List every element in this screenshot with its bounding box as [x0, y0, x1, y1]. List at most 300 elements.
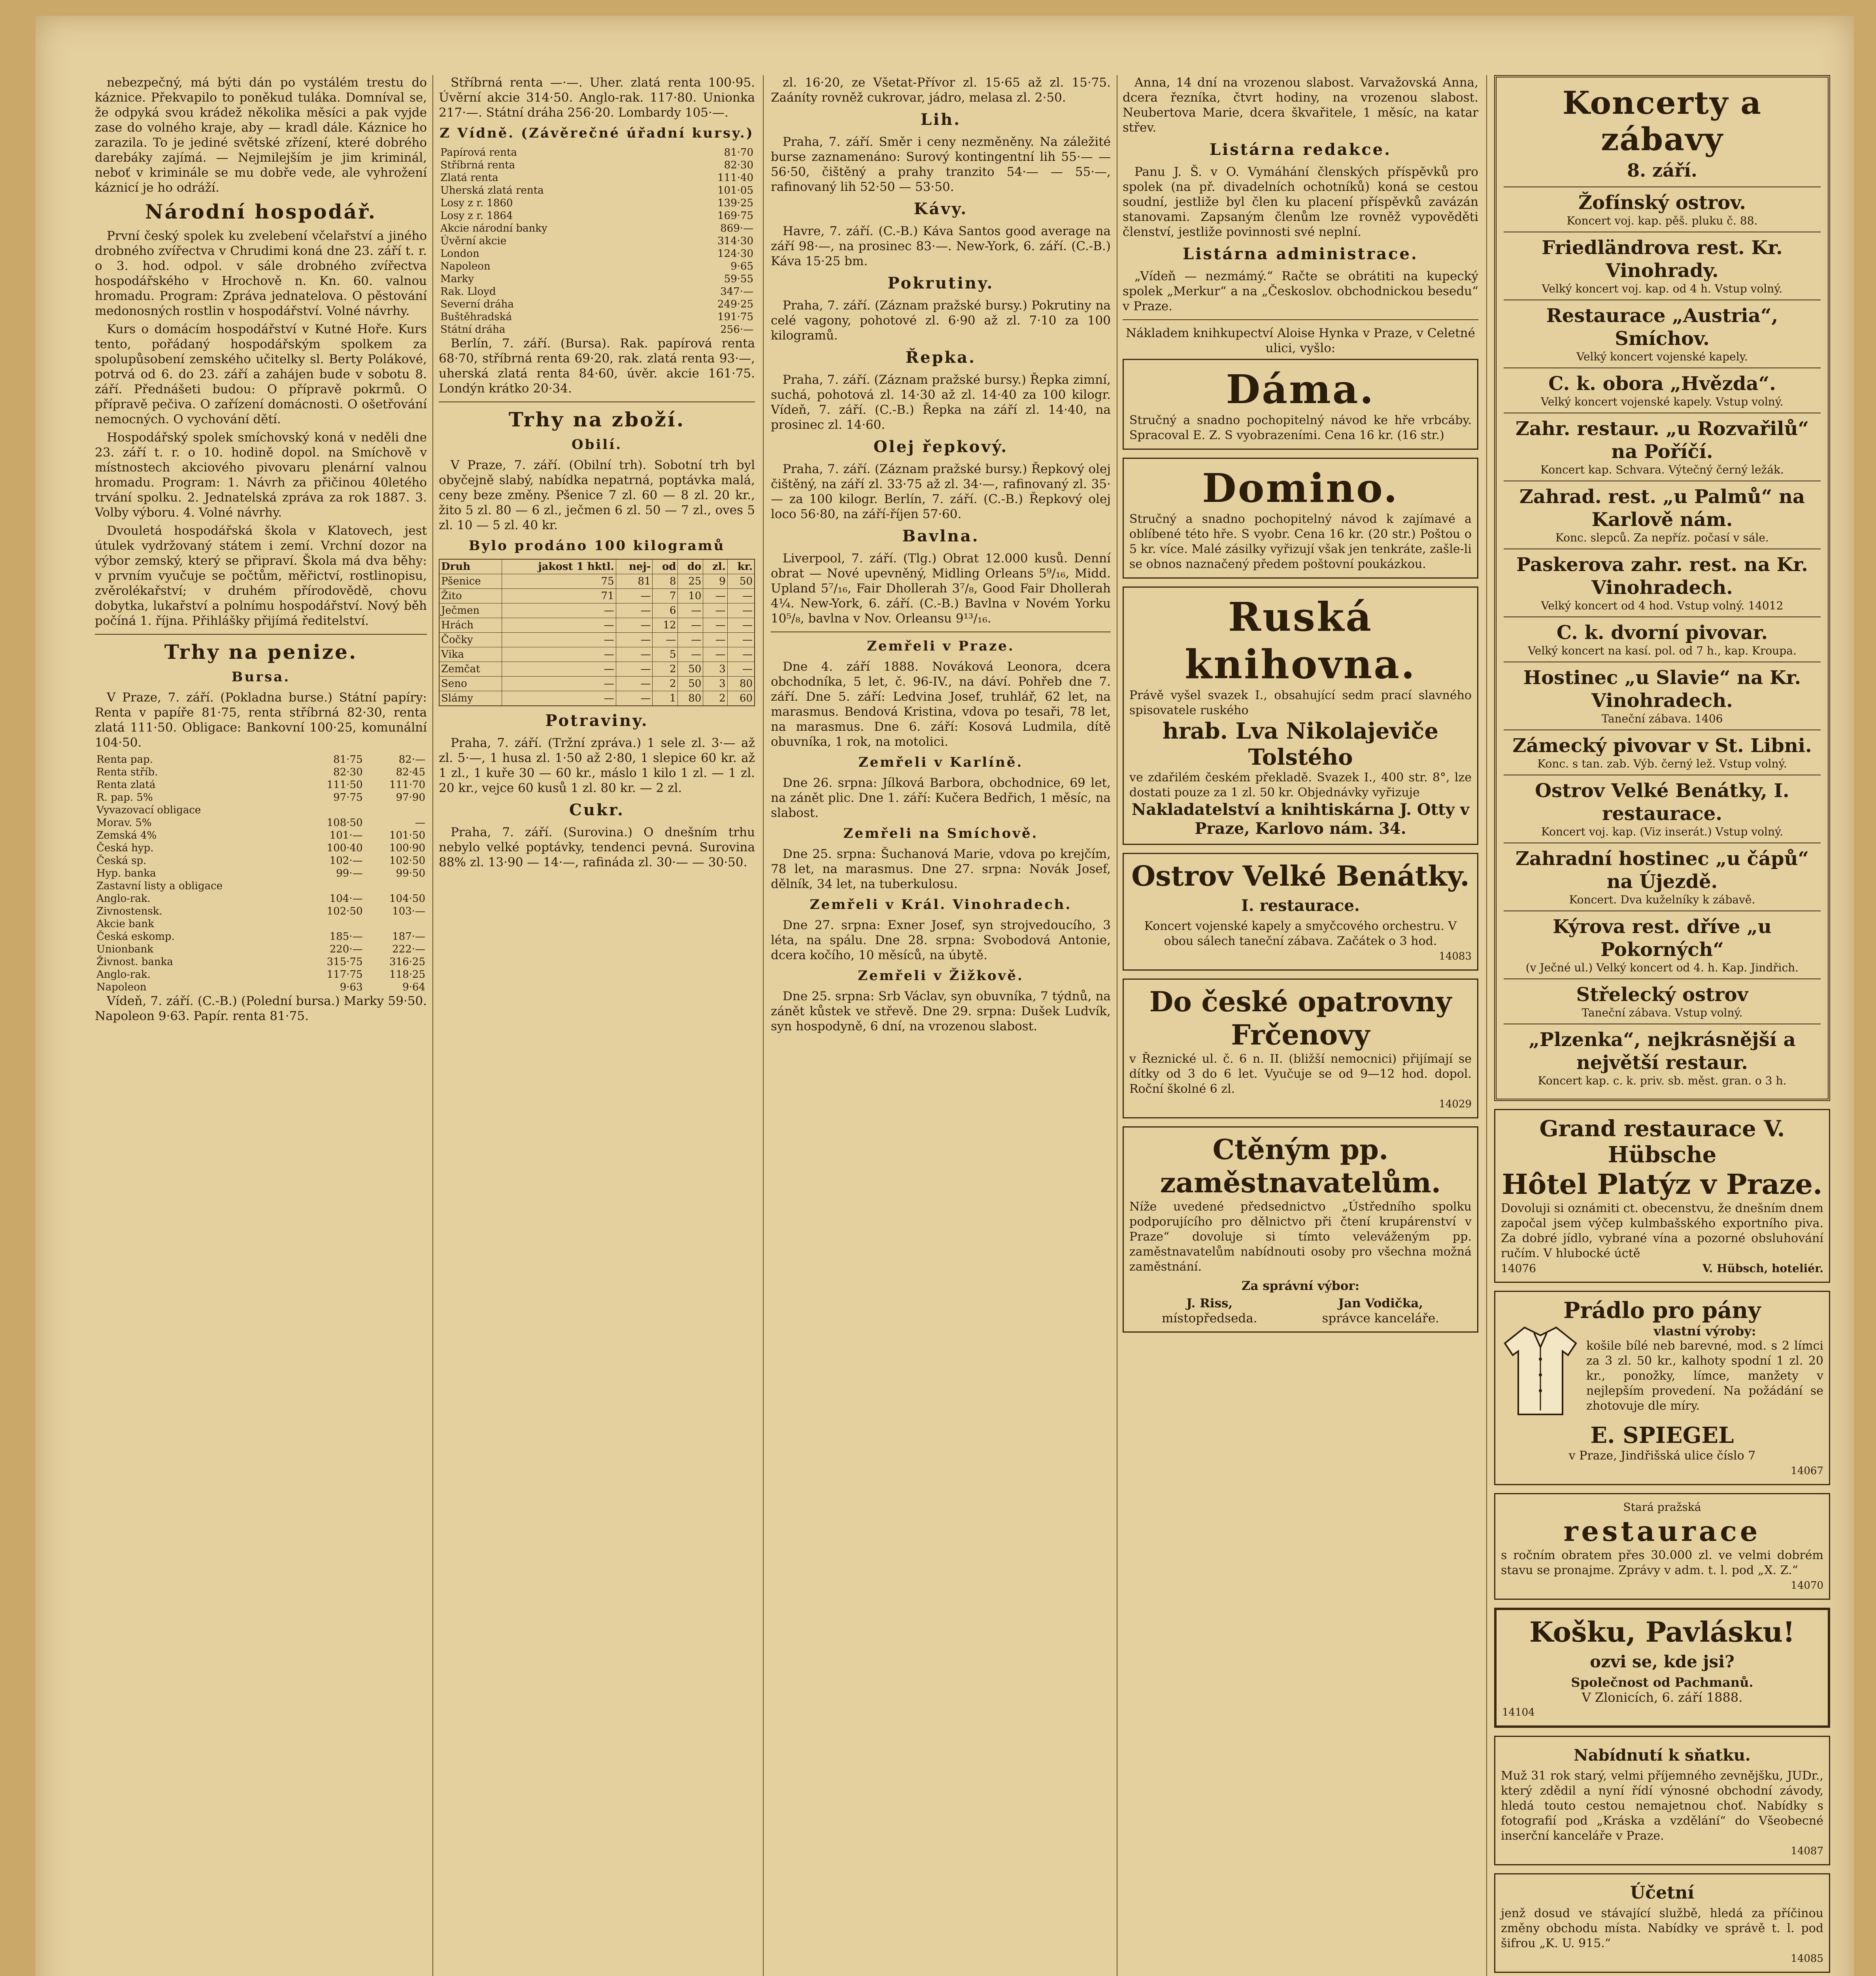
quote-cell: 81·75 — [333, 754, 363, 766]
grain-cell: 8 — [653, 574, 678, 589]
quote-cell: 99·50 — [396, 867, 425, 879]
venue-item — [1504, 617, 1821, 662]
ad-number: 14083 — [1439, 950, 1472, 962]
quote-cell: Renta pap. — [96, 754, 153, 766]
grain-row — [439, 633, 755, 647]
grain-cell: — — [502, 618, 616, 633]
quote-cell: 111·70 — [389, 779, 425, 791]
quote-row — [95, 956, 427, 968]
ad-date: 8. září. — [1627, 160, 1697, 181]
venue-line: (v Ječné ul.) Velký koncert od 4. h. Kap. Jindřich. — [1525, 961, 1799, 974]
quote-cell: Rak. Lloyd — [440, 286, 496, 298]
signature-name: Jan Vodička, — [1338, 1296, 1423, 1310]
ad-firm: E. SPIEGEL — [1590, 1422, 1734, 1448]
ad-sign: V. Hübsch, hoteliér. — [1702, 1262, 1823, 1275]
shirt-icon — [1501, 1324, 1580, 1418]
grain-cell: 2 — [653, 677, 678, 691]
quote-cell: 103·— — [392, 905, 425, 917]
quote-row — [95, 905, 427, 918]
grain-cell: — — [703, 647, 727, 662]
ad-title: Ruská knihovna. — [1185, 594, 1416, 688]
venue-item — [1504, 232, 1821, 300]
grain-cell: — — [678, 603, 703, 618]
grain-cell: Slámy — [439, 691, 502, 706]
ad-title: Ostrov Velké Benátky. — [1131, 860, 1470, 892]
grain-cell: — — [727, 618, 755, 633]
ad-zamestnavatele — [1123, 1126, 1478, 1333]
venue-line: Konc. slepců. Za nepříz. počasí v sále. — [1555, 531, 1769, 544]
venue-item — [1504, 911, 1821, 979]
article-text: Praha, 7. září. (Surovina.) O dnešním trhu nebylo velké poptávky, tendenci pevná. Surovina 88% zl. 13·90 — 14·—, rafináda zl. 30·— — 30·50. — [439, 825, 755, 869]
grain-cell: — — [502, 677, 616, 691]
quote-cell: Úvěrní akcie — [440, 235, 507, 247]
ad-title: Do české opatrovny Frčenovy — [1149, 985, 1452, 1051]
grain-cell: — — [502, 662, 616, 677]
ad-hubsche — [1494, 1109, 1830, 1283]
section-heading: Zemřeli na Smíchově. — [843, 826, 1038, 841]
quote-cell: 100·40 — [327, 842, 363, 854]
ad-koncerty — [1494, 75, 1830, 1101]
grain-cell: 3 — [703, 662, 727, 677]
ad-footer — [1501, 1261, 1823, 1276]
signature-name: J. Riss, — [1186, 1296, 1233, 1310]
quote-cell: Anglo-rak. — [96, 893, 151, 905]
grain-cell: 6 — [653, 603, 678, 618]
quote-row — [95, 829, 427, 842]
quote-cell: Renta stříb. — [96, 766, 158, 778]
venue-line: Koncert voj. kap. (Viz inserát.) Vstup volný. — [1541, 825, 1783, 838]
ad-title: Koncerty a zábavy — [1562, 84, 1762, 158]
quote-cell: 316·25 — [389, 956, 425, 968]
venue-name: Restaurace „Austria“, Smíchov. — [1546, 305, 1778, 350]
quote-cell: Stříbrná renta — [440, 159, 515, 171]
section-heading: Národní hospodář. — [145, 200, 377, 223]
quote-row — [95, 842, 427, 854]
signature-1 — [1162, 1296, 1257, 1326]
quote-row — [95, 880, 427, 892]
quote-cell: Papírová renta — [440, 147, 517, 158]
grain-cell: 3 — [703, 677, 727, 691]
grain-cell: — — [727, 647, 755, 662]
venue-name: Zahrad. rest. „u Palmů“ na Karlově nám. — [1519, 486, 1805, 531]
quote-cell: Losy z r. 1864 — [440, 210, 513, 222]
grain-cell: — — [727, 603, 755, 618]
quote-cell: 104·— — [329, 893, 363, 905]
article-text: nebezpečný, má býti dán po vystálém trestu do káznice. Překvapilo to poněkud tuláka. Domníval se, že odpyká svou krádež několika měsíci a pak vyjde zase do volného kraje, aby — kradl dále. Káznice ho zarazila. To je jediné světské zřízení, které dobrého darebáky zajímá. — Nejmilejším je jim kriminál, neboť v kriminále se mu dobře vede, ale vyhrožení káznicí je ho odráží. — [95, 75, 427, 195]
venue-name: Friedländrova rest. Kr. Vinohrady. — [1542, 237, 1783, 282]
section-heading: Lih. — [920, 110, 961, 129]
ad-subtitle: vlastní výroby: — [1653, 1324, 1756, 1339]
article-text: Panu J. Š. v O. Vymáhání členských příspěvků pro spolek (na př. divadelních ochotníků) koná se cestou soudní, jestliže byl člen ku placení příspěvků zavázán stanovami. Zapsaným členům lze rovněž vypověděti členství, jestliže povinnosti své neplní. — [1123, 165, 1478, 239]
grain-cell: Hrách — [439, 618, 502, 633]
column-4 — [1123, 75, 1478, 1976]
column-3 — [771, 75, 1111, 1976]
grain-cell: Ječmen — [439, 603, 502, 618]
venue-item — [1504, 843, 1821, 911]
grain-row — [439, 574, 755, 589]
quote-cell: 101·— — [329, 830, 363, 841]
grain-cell: 12 — [653, 618, 678, 633]
quote-cell: 314·30 — [717, 235, 753, 247]
grain-row — [439, 662, 755, 677]
quote-cell: Unionbank — [96, 943, 154, 955]
quote-cell: 81·70 — [724, 147, 753, 158]
venue-name: Hostinec „u Slavie“ na Kr. Vinohradech. — [1523, 667, 1801, 712]
section-heading: Trhy na penize. — [164, 640, 358, 664]
ad-title: Prádlo pro pány — [1563, 1297, 1761, 1324]
grain-cell: 7 — [653, 589, 678, 603]
venue-name: Ostrov Velké Benátky, I. restaurace. — [1535, 780, 1789, 825]
ad-author: hrab. Lva Nikolajeviče Tolstého — [1163, 718, 1438, 770]
venue-name: Zahradní hostinec „u čápů“ na Újezdě. — [1515, 848, 1809, 893]
quote-cell: 347·— — [720, 286, 753, 298]
column-1 — [95, 75, 427, 1976]
ad-text: s ročním obratem přes 30.000 zl. ve velmi dobrém stavu se pronajme. Zprávy v adm. t. l. pod „X. Z.“ — [1501, 1548, 1823, 1577]
section-heading: Listárna redakce. — [1209, 140, 1392, 159]
ad-text: Stručný a snadno pochopitelný návod ke hře vrbcáby. Spracoval E. Z. S vyobrazeními. Cena 16 kr. (16 str.) — [1129, 413, 1472, 442]
ad-publisher-line: Nákladem knihkupectví Aloise Hynka v Praze, v Celetné ulici, vyšlo: — [1126, 326, 1475, 355]
quote-cell: 100·90 — [389, 842, 425, 854]
grain-table — [439, 559, 755, 706]
column-rule — [432, 75, 433, 1976]
grain-row — [439, 603, 755, 618]
quote-row — [95, 766, 427, 779]
section-heading: Řepka. — [905, 348, 976, 367]
grain-cell: — — [678, 618, 703, 633]
quote-cell: Marky — [440, 273, 474, 285]
venue-name: C. k. obora „Hvězda“. — [1548, 373, 1776, 395]
grain-header-cell: od — [653, 559, 678, 574]
venue-name: Žofínský ostrov. — [1578, 192, 1746, 214]
section-heading: Trhy na zboží. — [508, 408, 685, 431]
grain-row — [439, 647, 755, 662]
grain-cell: 80 — [727, 677, 755, 691]
venue-item — [1504, 481, 1821, 549]
quote-cell: Česká hyp. — [96, 842, 154, 854]
quote-row — [95, 816, 427, 829]
ad-title: Grand restaurace V. Hübsche — [1539, 1116, 1785, 1168]
quote-row — [439, 159, 755, 172]
quote-row — [95, 854, 427, 867]
quote-cell: 101·50 — [389, 830, 425, 841]
ad-text: Právě vyšel svazek I., obsahující sedm prací slavného spisovatele ruského — [1129, 688, 1472, 717]
venue-name: Kýrova rest. dříve „u Pokorných“ — [1553, 916, 1772, 961]
section-heading: Z Vídně. (Závěrečné úřadní kursy.) — [440, 125, 754, 141]
article-text: Dne 4. září 1888. Nováková Leonora, dcera obchodníka, 5 let, č. 96-IV., na dáví. Pohřeb dne 7. září. Dne 5. září: Ledvina Josef, truhlář, 62 let, na marasmus. Bendová Kristina, vdova po tesaři, 78 let, na marasmus. Dne 6. září: Kosová Ludmila, dítě obuvníka, 1 rok, na motolici. — [771, 660, 1111, 749]
quote-cell — [364, 880, 427, 892]
quote-cell: Živnost. banka — [96, 956, 173, 968]
quote-cell: 102·50 — [327, 905, 363, 917]
article-text: Anna, 14 dní na vrozenou slabost. Varvažovská Anna, dcera řezníka, čtvrt hodiny, na vrozenou slabost. Neubertova Marie, dcera škvařitele, 1 měsíc, na katar střev. — [1123, 75, 1478, 135]
quote-cell: 869·— — [720, 222, 753, 234]
quote-cell: 256·— — [720, 324, 753, 336]
venue-item — [1504, 549, 1821, 617]
venue-line: Koncert. Dva kuželníky k zábavě. — [1569, 893, 1755, 906]
venue-item — [1504, 413, 1821, 481]
article-text: Praha, 7. září. (Záznam pražské bursy.) Pokrutiny na celé vagony, pohotové zl. 6·90 až zl. 7·10 za 100 kilogramů. — [771, 298, 1111, 343]
quote-row — [95, 753, 427, 766]
grain-cell: — — [616, 677, 653, 691]
venue-name: Paskerova zahr. rest. na Kr. Vinohradech. — [1516, 554, 1808, 599]
article-text: „Vídeň — nezmámý.“ Račte se obrátiti na kupecký spolek „Merkur“ a na „Českoslov. obchodnickou besedu“ v Praze. — [1123, 269, 1478, 313]
ad-text: Dovoluji si oznámiti ct. obecenstvu, že dnešním dnem započal jsem výčep kulmbašského exportního piva. Za dobré jídlo, vybrané vína a pozorné obsluhování ručím. V hlubocké úctě — [1501, 1201, 1823, 1260]
grain-cell: 2 — [653, 662, 678, 677]
grain-row — [439, 589, 755, 603]
article-paragraph: Hospodářský spolek smíchovský koná v neděli dne 23. září t. r. o 10. hodině dopol. na Smíchově v místnostech akciového pivovaru plenární valnou hromadu. Program: 1. Návrh za přičinou 40letého trvání spolku. 2. Jednatelská zpráva za rok 1887. 3. Volby výboru. 4. Volné návrhy. — [95, 430, 427, 520]
quote-cell — [364, 804, 427, 816]
quote-cell — [302, 880, 364, 892]
article-text: Dne 25. srpna: Srb Václav, syn obuvníka, 7 týdnů, na zánět kůstek ve střevě. Dne 29. srpna: Dušek Ludvík, syn hospodyně, 6 dní, na vrozenou slabost. — [771, 989, 1111, 1033]
section-subheading: Bursa. — [231, 669, 291, 685]
section-heading: Bavlna. — [902, 527, 980, 545]
quote-cell: Buštěhradská — [440, 311, 512, 323]
ad-nabidnuti — [1494, 1736, 1830, 1865]
grain-cell: 80 — [678, 691, 703, 706]
grain-cell: Pšenice — [439, 574, 502, 589]
quote-cell: 82·45 — [396, 766, 425, 778]
quote-cell: Losy z r. 1860 — [440, 197, 513, 209]
ad-place: V Zlonicích, 6. září 1888. — [1582, 1690, 1743, 1705]
quote-cell: Akcie národní banky — [440, 222, 547, 234]
venue-item — [1504, 1024, 1821, 1092]
grain-cell: — — [653, 633, 678, 647]
venue-line: Velký koncert voj. kap. od 4 h. Vstup volný. — [1542, 282, 1783, 295]
quote-cell: Hyp. banka — [96, 867, 156, 879]
quote-cell: Severní dráha — [440, 298, 514, 310]
article-text: Berlín, 7. září. (Bursa). Rak. papírová renta 68·70, stříbrná renta 69·20, rak. zlatá renta 93·—, uherská zlatá renta 84·60, úvěr. akcie 161·75. Londýn krátko 20·34. — [439, 336, 755, 396]
grain-row — [439, 618, 755, 633]
quote-row — [439, 209, 755, 222]
ad-number: 14085 — [1791, 1953, 1823, 1965]
ad-text: jenž dosud ve stávající službě, hledá za příčinou změny obchodu místa. Nabídky ve správě t. l. pod šifrou „K. U. 915.“ — [1501, 1906, 1823, 1950]
ad-number: 14104 — [1502, 1706, 1535, 1718]
vienna-quotes-table — [439, 146, 755, 336]
ad-title: Účetní — [1630, 1883, 1695, 1903]
grain-cell: 60 — [727, 691, 755, 706]
grain-cell: — — [502, 647, 616, 662]
quote-cell: 99·— — [336, 867, 363, 879]
ad-ruska-knihovna — [1123, 586, 1478, 845]
section-heading: Listárna administrace. — [1183, 245, 1418, 263]
venue-line: Koncert voj. kap. pěš. pluku č. 88. — [1566, 214, 1758, 227]
quote-cell: 185·— — [329, 931, 363, 943]
quote-cell: 104·50 — [389, 893, 425, 905]
venue-name: C. k. dvorní pivovar. — [1556, 622, 1768, 644]
quote-row — [95, 968, 427, 981]
grain-header-cell: jakost 1 hktl. — [502, 559, 616, 574]
article-text: Praha, 7. září. (Tržní zpráva.) 1 sele zl. 3·— až zl. 5·—, 1 husa zl. 1·50 až 2·80, 1 slepice 60 kr. až 1 zl., 1 kuře 30 — 60 kr., máslo 1 kilo 1 zl. — 1 zl. 20 kr., vejce 60 kusů 1 zl. 80 kr. — 2 zl. — [439, 736, 755, 795]
grain-cell: 5 — [653, 647, 678, 662]
ad-number: 14029 — [1439, 1098, 1472, 1110]
quote-row — [439, 172, 755, 184]
article-text: Praha, 7. září. (Záznam pražské bursy.) Řepka zimní, suchá, pohotová zl. 14·30 až zl. 14·40 za 100 kilogr. Vídeň, 7. září. (C.-B.) Řepka na září zl. 14·40, na prosinec zl. 14·60. — [771, 373, 1111, 432]
quote-cell: Morav. 5% — [96, 817, 152, 829]
grain-cell: — — [616, 633, 653, 647]
quote-cell: 111·50 — [327, 779, 363, 791]
ad-text: ve zdařilém českém překladě. Svazek I., 400 str. 8°, lze dostati pouze za 1 zl. 50 kr. Objednávky vyřizuje — [1129, 771, 1472, 799]
quote-cell: Státní dráha — [440, 324, 506, 336]
quote-row — [439, 285, 755, 298]
ad-text: Koncert vojenské kapely a smyčcového orchestru. V obou sálech taneční zábava. Začátek o 3 hod. — [1144, 919, 1457, 948]
grain-cell: — — [502, 603, 616, 618]
grain-cell: — — [703, 618, 727, 633]
venue-name: „Plzenka“, nejkrásnější a největší restaur. — [1529, 1029, 1796, 1074]
ad-signatures — [1129, 1296, 1472, 1326]
grain-cell: — — [502, 633, 616, 647]
grain-cell: 50 — [678, 662, 703, 677]
grain-cell: — — [703, 633, 727, 647]
ad-subtitle: ozvi se, kde jsi? — [1590, 1652, 1734, 1671]
article-text: Vídeň, 7. září. (C.-B.) (Polední bursa.) Marky 59·50. Napoleon 9·63. Papír. renta 81·75. — [95, 994, 427, 1023]
article-text: Dne 26. srpna: Jílková Barbora, obchodnice, 69 let, na zánět plic. Dne 1. září: Kučera Bedřich, 1 měsíc, na slabost. — [771, 776, 1111, 820]
quote-cell: R. pap. 5% — [96, 792, 153, 803]
ad-title: Dáma. — [1226, 366, 1375, 413]
quote-cell: 222·— — [392, 943, 425, 955]
article-text: Dne 25. srpna: Šuchanová Marie, vdova po krejčím, 78 let, na marasmus. Dne 27. srpna: Novák Josef, dělník, 34 let, na tuberkulosu. — [771, 847, 1111, 891]
venue-item — [1504, 730, 1821, 775]
ad-dama — [1123, 359, 1478, 450]
section-heading: Zemřeli v Karlíně. — [858, 754, 1023, 770]
article-text: zl. 16·20, ze Všetat-Přívor zl. 15·65 až zl. 15·75. Zaáníty rovněž cukrovar, jádro, melasa zl. 2·50. — [771, 75, 1111, 105]
quote-cell: Anglo-rak. — [96, 969, 151, 980]
quote-cell: 82·30 — [724, 159, 753, 171]
grain-cell: 50 — [678, 677, 703, 691]
column-2 — [439, 75, 755, 1976]
grain-row — [439, 677, 755, 691]
quote-cell: 220·— — [329, 943, 363, 955]
quote-cell: 102·— — [329, 855, 363, 867]
quote-cell: Napoleon — [440, 260, 491, 272]
quote-cell: Česká sp. — [96, 855, 147, 867]
venue-item — [1504, 979, 1821, 1024]
venue-line: Velký koncert na kasí. pol. od 7 h., kap. Kroupa. — [1528, 644, 1797, 657]
quote-cell: 59·55 — [724, 273, 753, 285]
ad-subtitle: I. restaurace. — [1241, 896, 1360, 915]
quote-cell: Vyvazovací obligace — [96, 804, 201, 816]
grain-cell: — — [703, 589, 727, 603]
venue-item — [1504, 300, 1821, 368]
ad-number: 14076 — [1501, 1262, 1536, 1275]
article-paragraph: Dvouletá hospodářská škola v Klatovech, jest útulek vydržovaný státem i zemí. Vrchní dozor na výbor zemský, který se připraví. Škola má dva běhy: v prvním vyučuje se počtům, měřictví, rostlinopisu, zvěrolékařství; v druhém přírodovědě, chovu dobytka, lukařství a polnímu hospodářství. Nový běh počíná 1. října. Přihlášky přijímá ředitelství. — [95, 524, 427, 628]
grain-cell: 10 — [678, 589, 703, 603]
venue-name: Zámecký pivovar v St. Libni. — [1512, 735, 1812, 757]
quote-cell: 97·90 — [396, 792, 425, 803]
quote-row — [95, 930, 427, 943]
ad-domino — [1123, 458, 1478, 579]
quote-row — [439, 298, 755, 311]
grain-cell: — — [727, 662, 755, 677]
quote-cell — [302, 918, 364, 930]
quote-cell — [364, 918, 427, 930]
ad-ucetni — [1494, 1873, 1830, 1973]
venue-name: Zahr. restaur. „u Rozvařilů“ na Poříčí. — [1515, 418, 1809, 463]
section-heading: Cukr. — [569, 801, 625, 819]
venue-item — [1504, 187, 1821, 232]
section-heading: Kávy. — [913, 200, 968, 218]
grain-cell: 9 — [703, 574, 727, 589]
grain-cell: 81 — [616, 574, 653, 589]
ad-restaurace — [1494, 1493, 1830, 1600]
grain-cell: 75 — [502, 574, 616, 589]
quote-cell: 102·50 — [389, 855, 425, 867]
venue-line: Taneční zábava. Vstup volný. — [1582, 1006, 1743, 1019]
venue-name: Střelecký ostrov — [1576, 984, 1748, 1006]
grain-cell: Seno — [439, 677, 502, 691]
venue-line: Taneční zábava. 1406 — [1601, 712, 1723, 725]
section-subheading: Obilí. — [572, 437, 622, 453]
divider — [1123, 319, 1478, 320]
article-text: Praha, 7. září. Směr i ceny nezměněny. Na záležité burse zaznamenáno: Surový kontingentní lih 55·— — 56·50, čištěný a prahy tranzito 54·— — 55·—, rafinovaný lih 52·50 — 53·50. — [771, 135, 1111, 194]
signature-2 — [1322, 1296, 1439, 1326]
article-text: V Praze, 7. září. (Pokladna burse.) Státní papíry: Renta v papíře 81·75, renta stříbrná 82·30, renta zlatá 111·50. Obligace: Bankovní 100·25, komunální 104·50. — [95, 690, 427, 750]
section-heading: Pokrutiny. — [887, 274, 994, 292]
quote-row — [95, 981, 427, 994]
ad-text: Níže uvedené předsednictvo „Ústředního spolku podporujícího pro dělnictvo při čtení krupárenství v Praze“ dovoluje si tímto veleváženým pp. zaměstnavatelům nabídnouti osoby pro všechna možná zaměstnání. — [1129, 1200, 1472, 1274]
venue-item — [1504, 662, 1821, 730]
grain-header-cell: do — [678, 559, 703, 574]
quote-cell: 169·75 — [717, 210, 753, 222]
ad-kosku — [1494, 1608, 1830, 1728]
ad-number: 14087 — [1791, 1845, 1823, 1857]
ad-title: Ctěným pp. zaměstnavatelům. — [1160, 1133, 1441, 1199]
quote-cell: 249·25 — [717, 298, 753, 310]
grain-cell: — — [616, 647, 653, 662]
quote-row — [439, 247, 755, 260]
article-text: V Praze, 7. září. (Obilní trh). Sobotní trh byl obyčejně slabý, nabídka nepatrná, poptávka malá, ceny beze změny. Pšenice 7 zl. 60 — 8 zl. 20 kr., žito 5 zl. 80 — 6 zl., ječmen 6 zl. 50 — 7 zl., oves 5 zl. 10 — 5 zl. 40 kr. — [439, 458, 755, 532]
grain-cell: — — [678, 633, 703, 647]
article-paragraph: První český spolek ku zvelebení včelařství a jiného drobného zvířectva v Chrudimi koná dne 23. září t. r. o 3. hod. odpol. v sále drobného zvířectva hospodářského v Hrochově n. Kn. 60. valnou hromadu. Program: Zpráva jednatelova. O pěstování medonosných rostlin v hospodářství. Volné návrhy. — [95, 229, 427, 318]
grain-header-cell: Druh — [439, 559, 502, 574]
quote-row — [95, 892, 427, 905]
quote-cell: 101·05 — [717, 185, 753, 196]
grain-cell: Čočky — [439, 633, 502, 647]
article-text: Dne 27. srpna: Exner Josef, syn strojvedoucího, 3 léta, na spálu. Dne 28. srpna: Svobodová Antonie, dcera kočího, 10 měsíců, na úbytě. — [771, 918, 1111, 962]
ad-text: Muž 31 rok starý, velmi příjemného zevnějšku, JUDr., který zdědil a nyní řídí výnosné obchodní závody, hledá touto cestou nemajetnou choť. Nabídky s fotografií pod „Kráska a vzdělání“ do Všeobecné inserční kanceláře v Praze. — [1501, 1769, 1823, 1843]
column-rule — [1486, 75, 1487, 1976]
newspaper-page — [36, 16, 1854, 1976]
quote-row — [439, 260, 755, 273]
section-heading: Olej řepkový. — [873, 437, 1008, 456]
quote-row — [439, 222, 755, 235]
ad-publisher: Nakladatelství a knihtiskárna J. Otty v Praze, Karlovo nám. 34. — [1131, 800, 1470, 838]
ad-title: Nabídnutí k sňatku. — [1574, 1746, 1751, 1765]
table-title: Bylo prodáno 100 kilogramů — [468, 538, 725, 554]
quote-cell: Renta zlatá — [96, 779, 156, 791]
quote-cell: 111·40 — [717, 172, 753, 184]
ad-sign: Společnost od Pachmanů. — [1571, 1675, 1753, 1690]
grain-cell: 2 — [703, 691, 727, 706]
quote-cell: 9·63 — [340, 981, 363, 993]
ad-sign-label: Za správní výbor: — [1241, 1279, 1360, 1293]
quote-cell: 315·75 — [327, 956, 363, 968]
grain-cell: — — [616, 662, 653, 677]
section-heading: Potraviny. — [545, 711, 649, 730]
ad-title: restaurace — [1563, 1515, 1761, 1548]
article-text: Stříbrná renta —·—. Uher. zlatá renta 100·95. Úvěrní akcie 314·50. Anglo-rak. 117·80. Unionka 217·—. Státní dráha 256·20. Lombardy 105·—. — [439, 75, 755, 120]
quote-cell: 139·25 — [717, 197, 753, 209]
grain-cell: — — [616, 691, 653, 706]
grain-cell: 25 — [678, 574, 703, 589]
grain-cell: Vika — [439, 647, 502, 662]
quote-cell: Zivnostensk. — [96, 905, 162, 917]
quote-cell: 9·64 — [402, 981, 425, 993]
quote-row — [439, 273, 755, 285]
section-heading: Zemřeli v Žižkově. — [858, 968, 1024, 984]
grain-cell: — — [703, 603, 727, 618]
grain-cell: 50 — [727, 574, 755, 589]
signature-role: místopředseda. — [1161, 1311, 1257, 1326]
quote-row — [439, 235, 755, 247]
